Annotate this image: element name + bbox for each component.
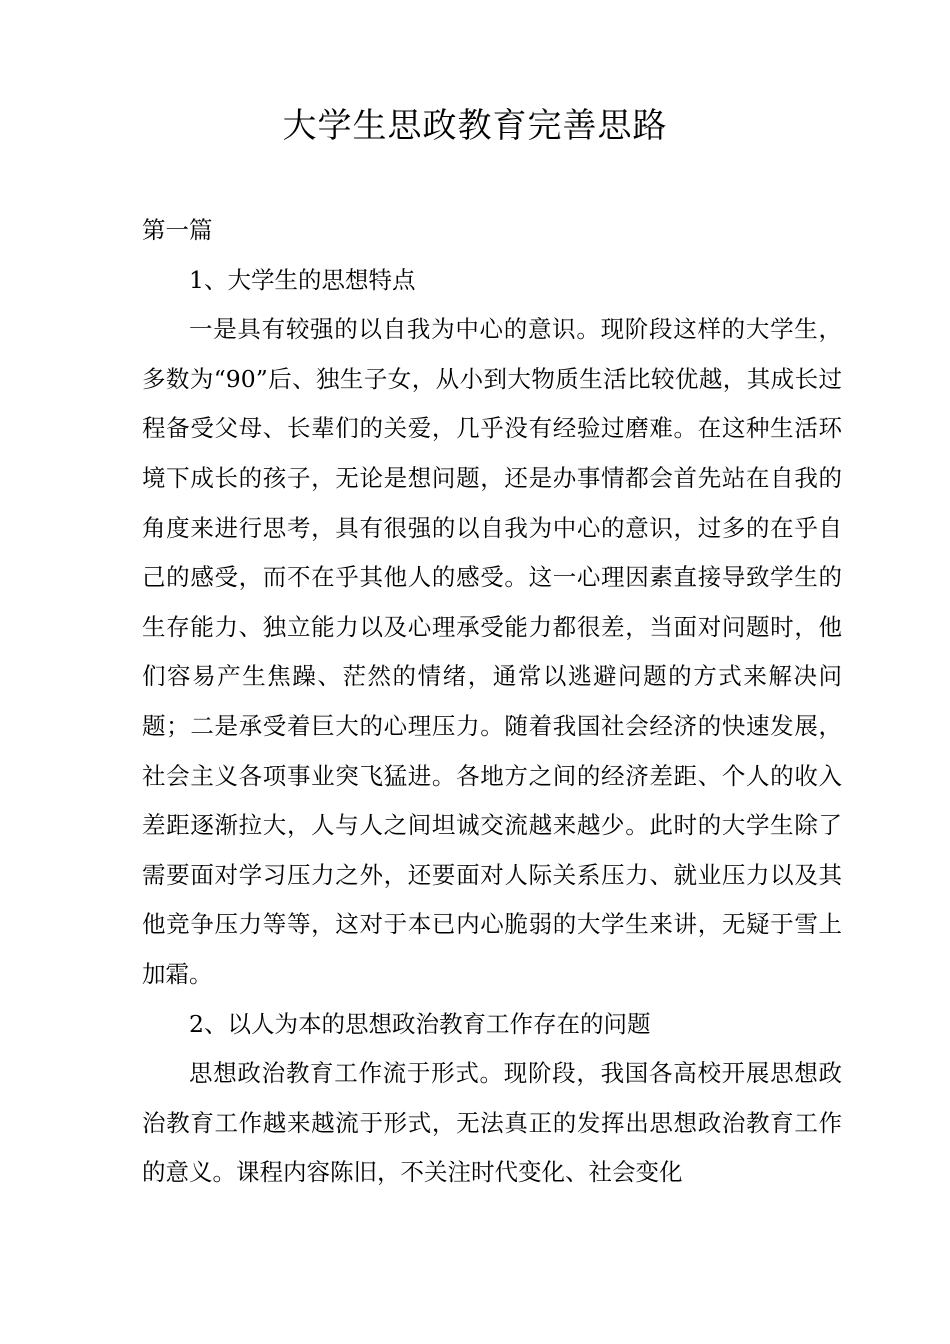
document-title: 大学生思政教育完善思路 [282, 106, 668, 146]
section-heading-1: 1、大学生的思想特点 [189, 265, 416, 294]
body-paragraph-2: 思想政治教育工作流于形式。现阶段，我国各高校开展思想政治教育工作越来越流于形式，无法真正的发挥出思想政治教育工作的意义。课程内容陈旧，不关注时代变化、社会变化 [142, 1059, 842, 1187]
section-heading-2: 2、以人为本的思想政治教育工作存在的问题 [189, 1009, 651, 1038]
body-paragraph-1: 一是具有较强的以自我为中心的意识。现阶段这样的大学生，多数为“90”后、独生子女，从小到大物质生活比较优越，其成长过程备受父母、长辈们的关爱，几乎没有经验过磨难。在这种生活环境下成长的孩子，无论是想问题，还是办事情都会首先站在自我的角度来进行思考，具有很强的以自我为中心的意识，过多的在乎自己的感受，而不在乎其他人的感受。这一心理因素直接导致学生的生存能力、独立能力以及心理承受能力都很差，当面对问题时，他们容易产生焦躁、茫然的情绪，通常以逃避问题的方式来解决问题；二是承受着巨大的心理压力。随着我国社会经济的快速发展，社会主义各项事业突飞猛进。各地方之间的经济差距、个人的收入差距逐渐拉大，人与人之间坦诚交流越来越少。此时的大学生除了需要面对学习压力之外，还要面对人际关系压力、就业压力以及其他竞争压力等等，这对于本已内心脆弱的大学生来讲，无疑于雪上加霜。 [142, 315, 842, 988]
section-label: 第一篇 [142, 216, 213, 244]
document-body [142, 206, 842, 1198]
